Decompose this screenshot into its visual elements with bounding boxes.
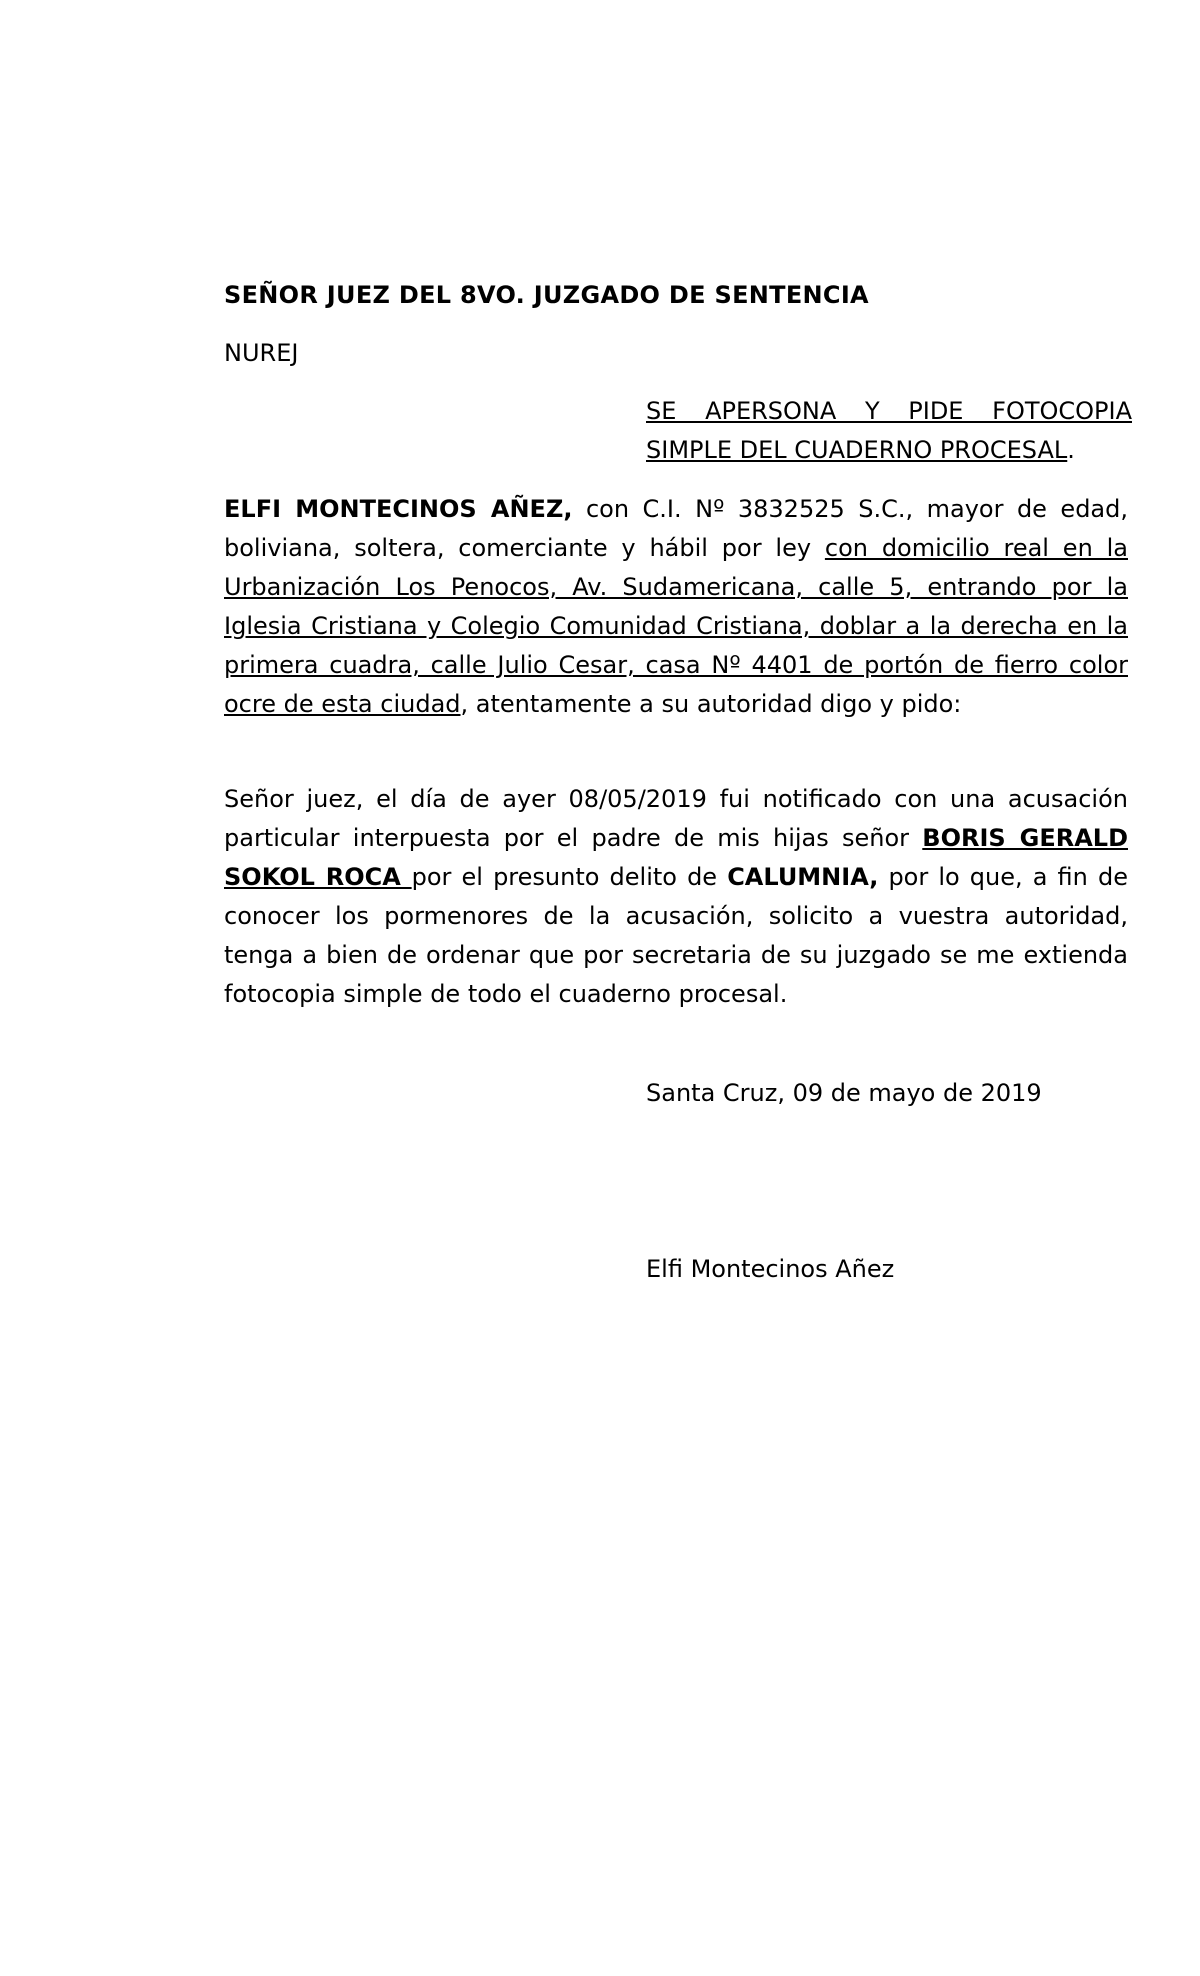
petitioner-closing: , atentamente a su autoridad digo y pido: <box>460 690 962 718</box>
request-intro: Señor juez, el día de ayer 08/05/2019 fui notificado con una acusación particular interpuesta por el padre de mis hijas señor <box>224 785 1128 852</box>
petitioner-details: con C.I. Nº 3832525 S.C., mayor de edad, boliviana, soltera, comerciante y hábil por ley <box>224 495 1128 562</box>
place-date-line: Santa Cruz, 09 de mayo de 2019 <box>646 1079 1042 1107</box>
alleged-crime: CALUMNIA, <box>727 863 879 891</box>
request-middle: por el presunto delito de <box>411 863 728 891</box>
addressee-heading: SEÑOR JUEZ DEL 8VO. JUZGADO DE SENTENCIA <box>224 281 869 309</box>
accused-name: BORIS GERALD SOKOL ROCA <box>224 824 1128 891</box>
request-closing: por lo que, a fin de conocer los pormenores de la acusación, solicito a vuestra autoridad, tenga a bien de ordenar que por secretaria de su juzgado se me extienda fotocopia simple de todo el cuaderno procesal. <box>224 863 1128 1008</box>
nurej-label: NUREJ <box>224 339 299 367</box>
petition-reference <box>646 392 1132 470</box>
identification-paragraph <box>224 490 1128 724</box>
request-paragraph <box>224 780 1128 1014</box>
petition-reference-period: . <box>1067 436 1075 464</box>
signature-name: Elfi Montecinos Añez <box>646 1255 895 1283</box>
petitioner-address: con domicilio real en la Urbanización Los Penocos, Av. Sudamericana, calle 5, entrando por la Iglesia Cristiana y Colegio Comunidad Cristiana, doblar a la derecha en la primera cuadra, calle Julio Cesar, casa Nº 4401 de portón de fierro color ocre de esta ciudad <box>224 534 1128 718</box>
petition-reference-text: SE APERSONA Y PIDE FOTOCOPIA SIMPLE DEL CUADERNO PROCESAL <box>646 397 1132 464</box>
petitioner-name: ELFI MONTECINOS AÑEZ, <box>224 495 573 523</box>
